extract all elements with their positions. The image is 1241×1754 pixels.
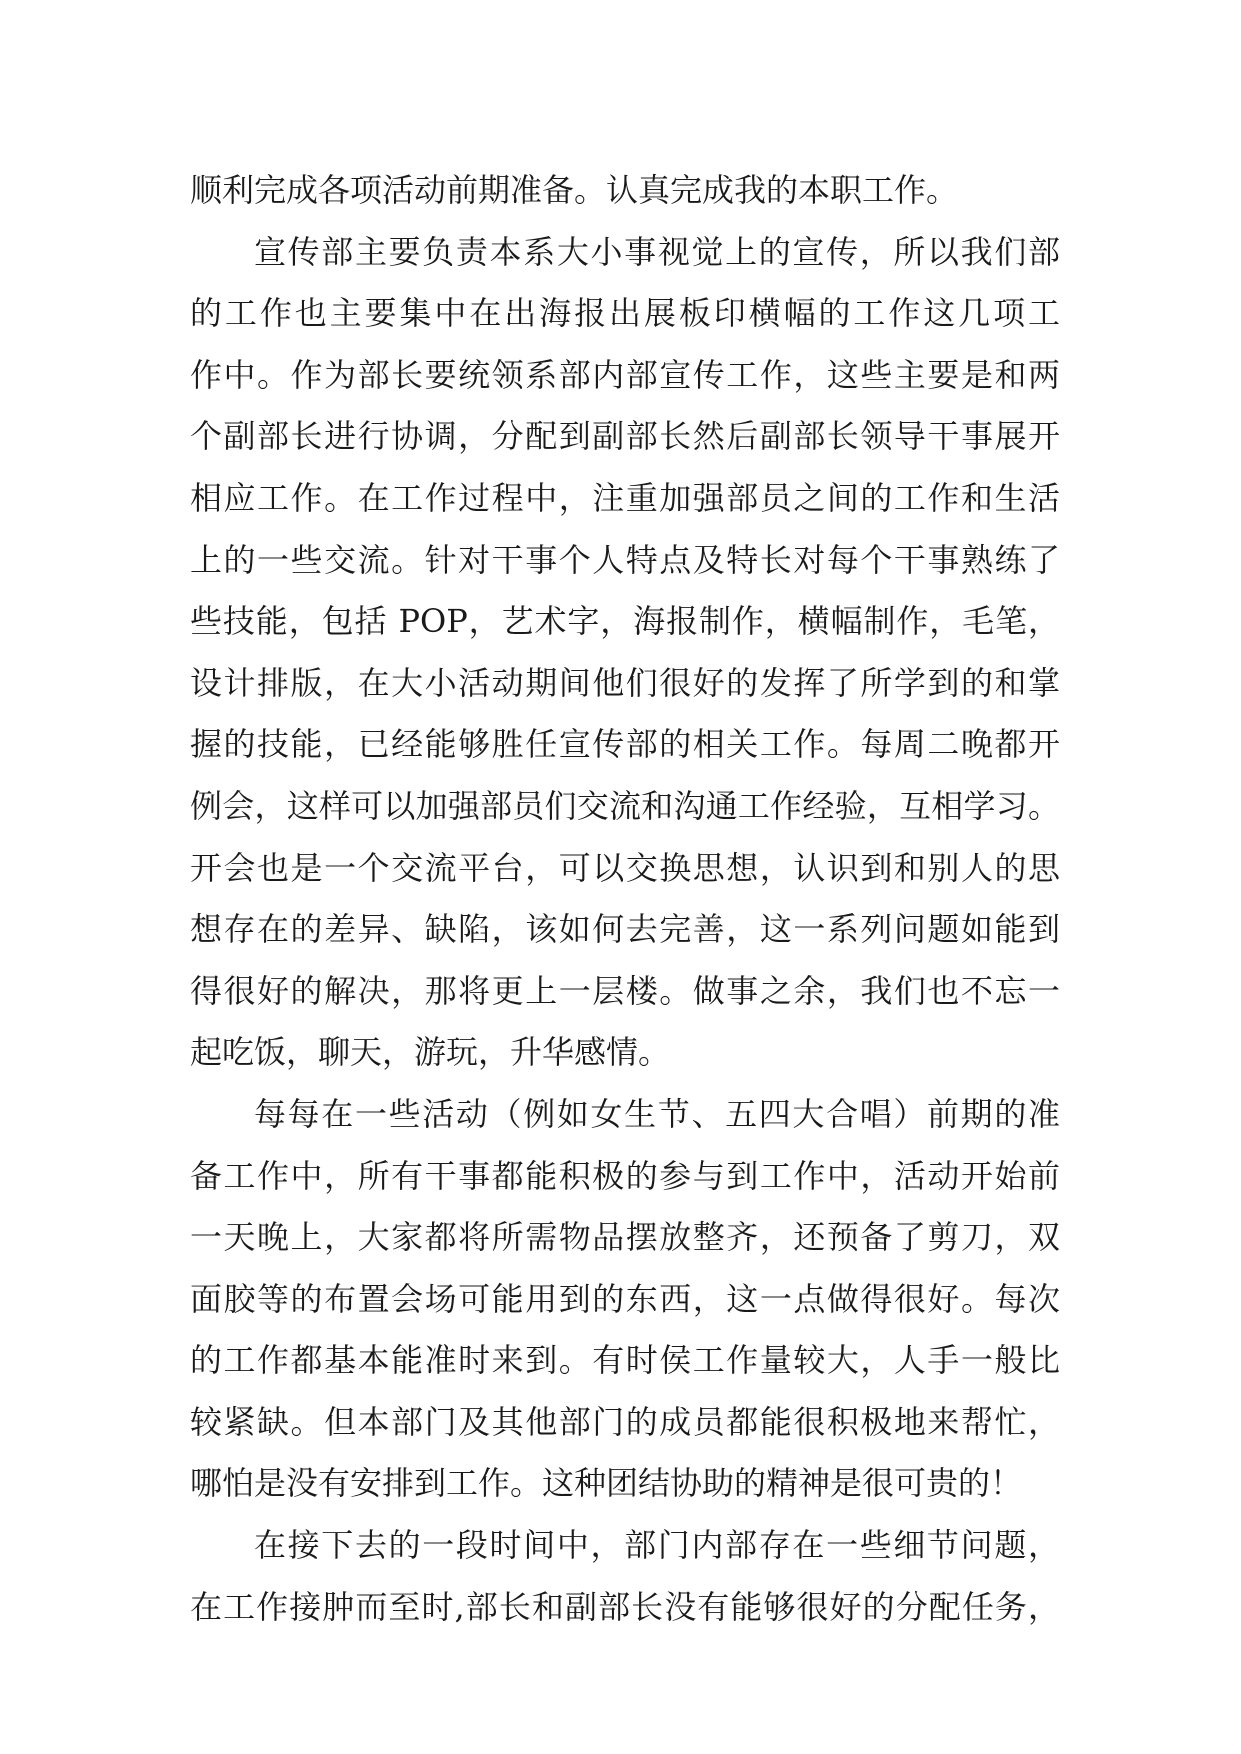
paragraph-4	[190, 1515, 1060, 1638]
text-line: 面胶等的布置会场可能用到的东西，这一点做得很好。每次	[190, 1279, 1060, 1318]
text-line: 设计排版，在大小活动期间他们很好的发挥了所学到的和掌	[190, 663, 1060, 702]
text-line: 在接下去的一段时间中，部门内部存在一些细节问题，	[254, 1526, 1060, 1565]
text-line: 个副部长进行协调，分配到副部长然后副部长领导干事展开	[190, 417, 1060, 456]
paragraph-2	[190, 222, 1060, 1084]
paragraph-3	[190, 1084, 1060, 1515]
text-line: 些技能，包括 POP，艺术字，海报制作，横幅制作，毛笔，	[190, 602, 1060, 641]
text-line: 备工作中，所有干事都能积极的参与到工作中，活动开始前	[190, 1156, 1060, 1195]
text-line: 宣传部主要负责本系大小事视觉上的宣传，所以我们部	[254, 232, 1060, 271]
text-line: 在工作接肿而至时,部长和副部长没有能够很好的分配任务，	[190, 1587, 1060, 1626]
text-line: 上的一些交流。针对干事个人特点及特长对每个干事熟练了	[190, 540, 1060, 579]
document-body	[190, 160, 1060, 1638]
text-line: 例会，这样可以加强部员们交流和沟通工作经验，互相学习。	[190, 786, 1060, 825]
text-line: 握的技能，已经能够胜任宣传部的相关工作。每周二晚都开	[190, 725, 1060, 764]
text-line: 开会也是一个交流平台，可以交换思想，认识到和别人的思	[190, 848, 1060, 887]
text-line: 哪怕是没有安排到工作。这种团结协助的精神是很可贵的！	[190, 1464, 1023, 1503]
text-line: 每每在一些活动（例如女生节、五四大合唱）前期的准	[254, 1094, 1060, 1133]
text-line: 作中。作为部长要统领系部内部宣传工作，这些主要是和两	[190, 355, 1060, 394]
text-line: 想存在的差异、缺陷，该如何去完善，这一系列问题如能到	[190, 910, 1060, 949]
text-line: 相应工作。在工作过程中，注重加强部员之间的工作和生活	[190, 478, 1060, 517]
text-line: 起吃饭，聊天，游玩，升华感情。	[190, 1033, 671, 1072]
text-line: 的工作也主要集中在出海报出展板印横幅的工作这几项工	[190, 294, 1060, 333]
paragraph-1	[190, 160, 1060, 222]
text-line: 顺利完成各项活动前期准备。认真完成我的本职工作。	[190, 171, 959, 209]
text-line: 的工作都基本能准时来到。有时侯工作量较大，人手一般比	[190, 1341, 1060, 1380]
text-line: 得很好的解决，那将更上一层楼。做事之余，我们也不忘一	[190, 971, 1060, 1010]
text-line: 较紧缺。但本部门及其他部门的成员都能很积极地来帮忙，	[190, 1402, 1060, 1441]
text-line: 一天晚上，大家都将所需物品摆放整齐，还预备了剪刀，双	[190, 1218, 1060, 1257]
